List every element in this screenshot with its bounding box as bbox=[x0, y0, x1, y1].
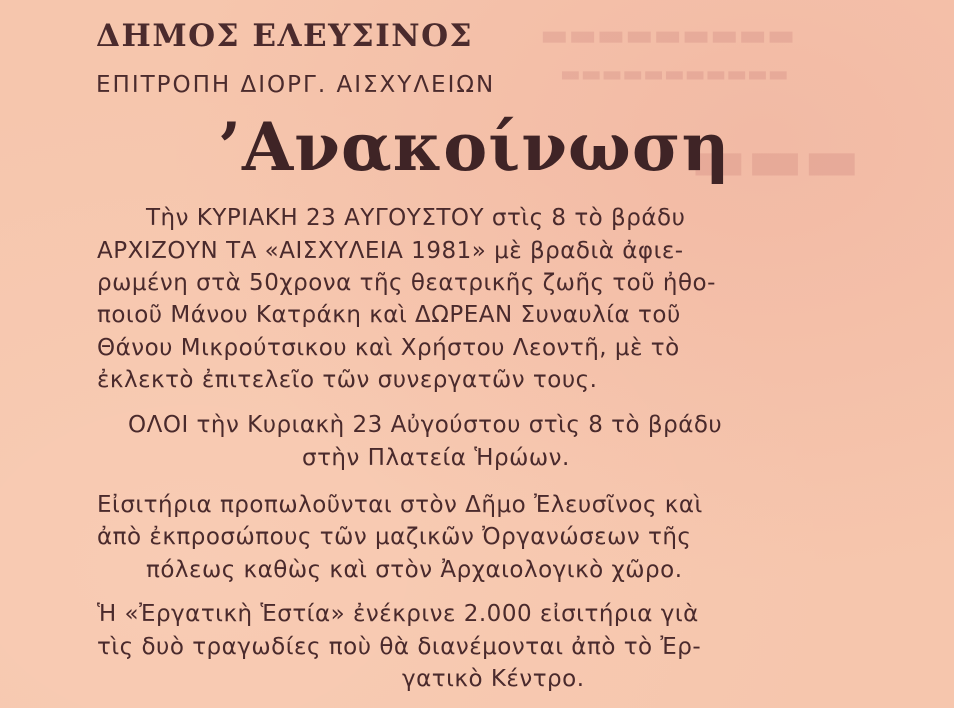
bleed-through-mark: ▬▬▬▬▬▬▬▬▬ bbox=[540, 18, 796, 53]
paragraph-4-line: γατικὸ Κέντρο. bbox=[402, 666, 585, 692]
municipality-heading: ΔΗΜΟΣ ΕΛΕΥΣΙΝΟΣ bbox=[96, 18, 473, 54]
paragraph-1-line: ρωμένη στὰ 50χρονα τῆς θεατρικῆς ζωῆς τοῦ ἠθο- bbox=[97, 270, 716, 296]
paragraph-4-line: τὶς δυὸ τραγωδίες ποὺ θὰ διανέμονται ἀπὸ τὸ Ἐρ- bbox=[97, 634, 702, 660]
committee-heading: ΕΠΙΤΡΟΠΗ ΔΙΟΡΓ. ΑΙΣΧΥΛΕΙΩΝ bbox=[96, 72, 496, 98]
announcement-title: ’Ανακοίνωση bbox=[218, 108, 731, 186]
paragraph-3-line: Εἰσιτήρια προπωλοῦνται στὸν Δῆμο Ἐλευσῖνος καὶ bbox=[97, 492, 703, 518]
bleed-through-mark: ▬▬▬ bbox=[690, 125, 861, 195]
bleed-through-mark: ▬▬▬▬▬▬▬▬▬▬▬ bbox=[560, 62, 789, 87]
paragraph-1-line: Θάνου Μικρούτσικου καὶ Χρήστου Λεοντῆ, μὲ τὸ bbox=[97, 335, 680, 361]
paragraph-3-line: πόλεως καθὼς καὶ στὸν Ἀρχαιολογικὸ χῶρο. bbox=[146, 557, 683, 583]
paragraph-1-line: ποιοῦ Μάνου Κατράκη καὶ ΔΩΡΕΑΝ Συναυλία τοῦ bbox=[97, 302, 681, 328]
paragraph-2-line: στὴν Πλατεία Ἡρώων. bbox=[302, 445, 570, 471]
paragraph-2-line: ΟΛΟΙ τὴν Κυριακὴ 23 Αὐγούστου στὶς 8 τὸ βράδυ bbox=[128, 412, 723, 438]
paragraph-4-line: Ἡ «Ἐργατικὴ Ἑστία» ἐνέκρινε 2.000 εἰσιτήρια γιὰ bbox=[97, 601, 699, 627]
paragraph-1-line: ἐκλεκτὸ ἐπιτελεῖο τῶν συνεργατῶν τους. bbox=[97, 367, 598, 393]
paragraph-1-line: ΑΡΧΙΖΟΥΝ ΤΑ «ΑΙΣΧΥΛΕΙΑ 1981» μὲ βραδιὰ ἀφιε- bbox=[97, 238, 684, 264]
paragraph-1-line: Τὴν ΚΥΡΙΑΚΗ 23 ΑΥΓΟΥΣΤΟΥ στὶς 8 τὸ βράδυ bbox=[146, 205, 686, 231]
paragraph-3-line: ἀπὸ ἐκπροσώπους τῶν μαζικῶν Ὀργανώσεων τῆς bbox=[97, 524, 692, 550]
